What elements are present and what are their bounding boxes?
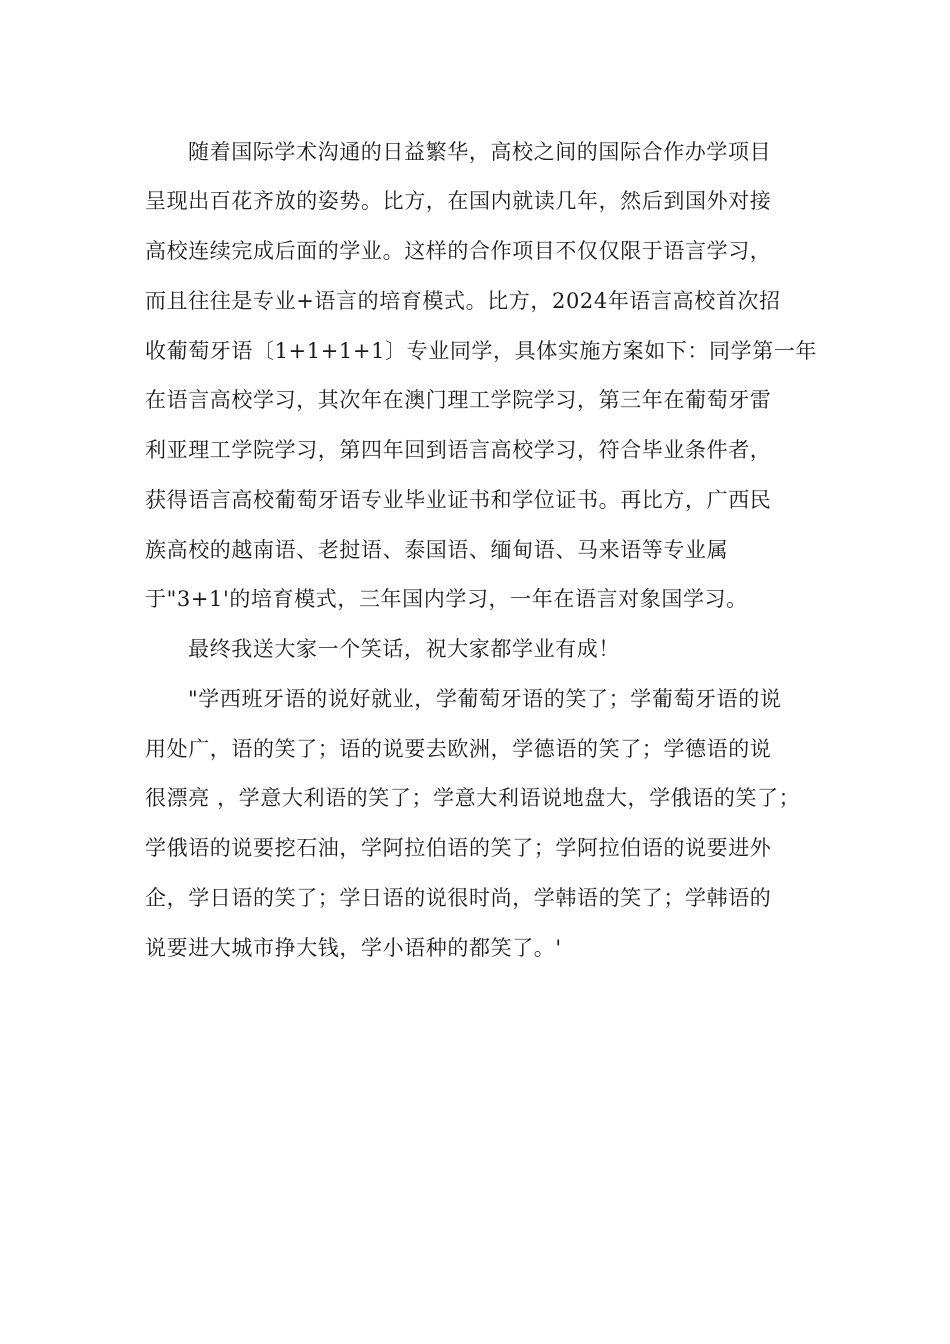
paragraph-3-line-1: "学西班牙语的说好就业，学葡萄牙语的笑了；学葡萄牙语的说 bbox=[188, 687, 782, 711]
paragraph-1-line-10: 于"3+1'的培育模式，三年国内学习，一年在语言对象国学习。 bbox=[145, 587, 748, 611]
paragraph-1-line-2: 呈现出百花齐放的姿势。比方，在国内就读几年，然后到国外对接 bbox=[145, 189, 772, 213]
paragraph-1-line-5: 收葡萄牙语〔1+1+1+1〕专业同学，具体实施方案如下：同学第一年 bbox=[145, 339, 818, 363]
paragraph-1-line-9: 族高校的越南语、老挝语、泰国语、缅甸语、马来语等专业属 bbox=[145, 538, 729, 562]
paragraph-1-line-1: 随着国际学术沟通的日益繁华，高校之间的国际合作办学项目 bbox=[188, 140, 772, 164]
paragraph-3-line-5: 企，学日语的笑了；学日语的说很时尚，学韩语的笑了；学韩语的 bbox=[145, 886, 772, 910]
paragraph-3-line-2: 用处广，语的笑了；语的说要去欧洲，学德语的笑了；学德语的说 bbox=[145, 737, 772, 761]
paragraph-1-line-6: 在语言高校学习，其次年在澳门理工学院学习，第三年在葡萄牙雷 bbox=[145, 388, 772, 412]
paragraph-3-line-3: 很漂亮 ，学意大利语的笑了；学意大利语说地盘大，学俄语的笑了； bbox=[145, 786, 801, 810]
paragraph-1-line-4: 而且往往是专业+语言的培育模式。比方，2024年语言高校首次招 bbox=[145, 289, 781, 313]
paragraph-3-line-6: 说要进大城市挣大钱，学小语种的都笑了。' bbox=[145, 936, 562, 960]
paragraph-1-line-7: 利亚理工学院学习，第四年回到语言高校学习，符合毕业条件者， bbox=[145, 438, 772, 462]
paragraph-3-line-4: 学俄语的说要挖石油，学阿拉伯语的笑了；学阿拉伯语的说要进外 bbox=[145, 836, 772, 860]
paragraph-1-line-3: 高校连续完成后面的学业。这样的合作项目不仅仅限于语言学习， bbox=[145, 239, 772, 263]
paragraph-1-line-8: 获得语言高校葡萄牙语专业毕业证书和学位证书。再比方，广西民 bbox=[145, 488, 772, 512]
paragraph-2-line-1: 最终我送大家一个笑话，祝大家都学业有成！ bbox=[188, 637, 620, 661]
